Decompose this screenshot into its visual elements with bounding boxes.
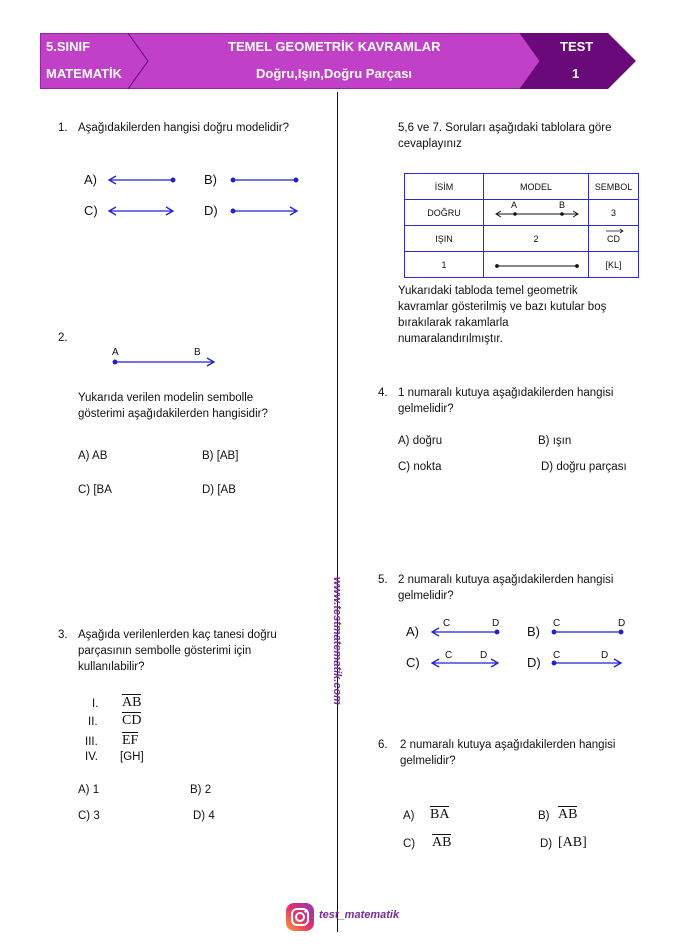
header-test-number: 1 <box>572 66 580 81</box>
q5-figures <box>425 622 630 672</box>
q6-text-1: 2 numaralı kutuya aşağıdakilerden hangisi <box>400 739 616 751</box>
q2-number: 2. <box>58 332 68 344</box>
table-row3-symbol: [KL] <box>589 252 639 278</box>
q6-label-c: C) <box>403 838 416 850</box>
header-subject: MATEMATİK <box>46 66 123 81</box>
concept-table <box>404 173 639 278</box>
header-title: TEMEL GEOMETRİK KAVRAMLAR <box>228 39 441 54</box>
website-text: www.testmatematik.com <box>331 577 343 705</box>
header-grade: 5.SINIF <box>46 39 91 54</box>
q6-text-2: gelmelidir? <box>400 755 456 767</box>
q2-text-1: Yukarıda verilen modelin sembolle <box>78 392 254 404</box>
q5-label-b: B) <box>527 624 540 639</box>
header-test-label: TEST <box>560 39 594 54</box>
q5-b-point-c: C <box>553 618 561 629</box>
q3-number: 3. <box>58 629 68 641</box>
q5-number: 5. <box>378 574 388 586</box>
q5-d-point-c: C <box>553 650 561 661</box>
intro-after-1: Yukarıdaki tabloda temel geometrik <box>398 285 578 297</box>
q1-figures <box>100 170 310 220</box>
table-row3-name: 1 <box>405 252 484 278</box>
q3-symbol-2: CD <box>122 713 142 728</box>
table-row1-line-figure <box>494 208 580 220</box>
q2-ray-figure <box>108 355 218 369</box>
q3-symbol-1: AB <box>122 695 142 710</box>
intro-after-4: numaralandırılmıştır. <box>398 333 503 345</box>
website-watermark <box>318 575 358 715</box>
q3-text-1: Aşağıda verilenlerden kaç tanesi doğru <box>78 629 277 641</box>
q1-number: 1. <box>58 122 68 134</box>
instagram-handle: test_matematik <box>319 909 400 921</box>
table-row2-symbol: CD <box>607 233 620 244</box>
q6-symbol-c: AB <box>432 835 452 850</box>
q5-text-2: gelmelidir? <box>398 590 454 602</box>
q5-c-point-d: D <box>480 650 488 661</box>
q6-label-b: B) <box>538 810 550 822</box>
q3-roman-2: II. <box>88 716 98 728</box>
table-row2-symbol-cell <box>589 226 639 252</box>
q3-option-b: B) 2 <box>190 784 212 796</box>
q6-symbol-d: [AB] <box>558 835 587 850</box>
q5-label-c: C) <box>406 655 420 670</box>
q5-c-point-c: C <box>445 650 453 661</box>
q1-label-c: C) <box>84 203 98 218</box>
q4-option-b: B) ışın <box>538 435 572 447</box>
q5-label-a: A) <box>406 624 419 639</box>
q3-text-2: parçasının sembolle gösterimi için <box>78 645 252 657</box>
q2-option-a: A) AB <box>78 450 108 462</box>
q3-roman-1: I. <box>92 698 99 710</box>
q1-label-d: D) <box>204 203 218 218</box>
q2-text-2: gösterimi aşağıdakilerden hangisidir? <box>78 408 268 420</box>
table-header-name: İSİM <box>405 174 484 200</box>
q1-text: Aşağıdakilerden hangisi doğru modelidir? <box>78 122 289 134</box>
intro-line-2: cevaplayınız <box>398 138 462 150</box>
table-row3-segment-figure <box>494 260 580 272</box>
ray-symbol-arrow <box>605 228 625 234</box>
q6-label-a: A) <box>403 810 415 822</box>
q4-number: 4. <box>378 387 388 399</box>
q2-option-d: D) [AB <box>202 484 236 496</box>
table-header-symbol: SEMBOL <box>589 174 639 200</box>
q3-option-c: C) 3 <box>78 810 100 822</box>
column-divider <box>337 92 338 932</box>
table-row1-symbol: 3 <box>589 200 639 226</box>
intro-after-3: bırakılarak rakamlarla <box>398 317 509 329</box>
q5-a-point-d: D <box>492 618 500 629</box>
q5-d-point-d: D <box>601 650 609 661</box>
q3-roman-3: III. <box>85 736 98 748</box>
header-subtitle: Doğru,Işın,Doğru Parçası <box>256 66 413 81</box>
q6-symbol-b: AB <box>558 807 578 822</box>
q2-point-a: A <box>112 347 119 358</box>
table-row3-model <box>484 252 589 278</box>
q3-option-d: D) 4 <box>193 810 215 822</box>
q4-option-d: D) doğru parçası <box>541 461 627 473</box>
q4-text-2: gelmelidir? <box>398 403 454 415</box>
q3-symbol-4: [GH] <box>120 751 144 763</box>
q3-text-3: kullanılabilir? <box>78 661 145 673</box>
q6-symbol-a: BA <box>430 807 450 822</box>
q1-label-a: A) <box>84 172 97 187</box>
q3-roman-4: IV. <box>85 751 99 763</box>
q2-point-b: B <box>194 347 201 358</box>
table-row2-name: IŞIN <box>405 226 484 252</box>
q4-option-c: C) nokta <box>398 461 442 473</box>
instagram-icon <box>285 902 315 932</box>
q5-text-1: 2 numaralı kutuya aşağıdakilerden hangisi <box>398 574 614 586</box>
q6-number: 6. <box>378 739 388 751</box>
q4-option-a: A) doğru <box>398 435 443 447</box>
q5-a-point-c: C <box>443 618 451 629</box>
table-row1-name: DOĞRU <box>405 200 484 226</box>
table-row1-model <box>484 200 589 226</box>
intro-after-2: kavramlar gösterilmiş ve bazı kutular boş <box>398 301 607 313</box>
intro-line-1: 5,6 ve 7. Soruları aşağıdaki tablolara göre <box>398 122 612 134</box>
q1-label-b: B) <box>204 172 217 187</box>
q5-b-point-d: D <box>618 618 626 629</box>
table-row1-point-a: A <box>511 200 518 210</box>
q2-option-b: B) [AB] <box>202 450 239 462</box>
q3-symbol-3: EF <box>122 733 139 748</box>
table-row2-model: 2 <box>484 226 589 252</box>
q6-label-d: D) <box>540 838 553 850</box>
q5-label-d: D) <box>527 655 541 670</box>
table-row1-point-b: B <box>559 200 566 210</box>
q2-option-c: C) [BA <box>78 484 112 496</box>
q4-text-1: 1 numaralı kutuya aşağıdakilerden hangisi <box>398 387 614 399</box>
q3-option-a: A) 1 <box>78 784 100 796</box>
table-header-model: MODEL <box>484 174 589 200</box>
